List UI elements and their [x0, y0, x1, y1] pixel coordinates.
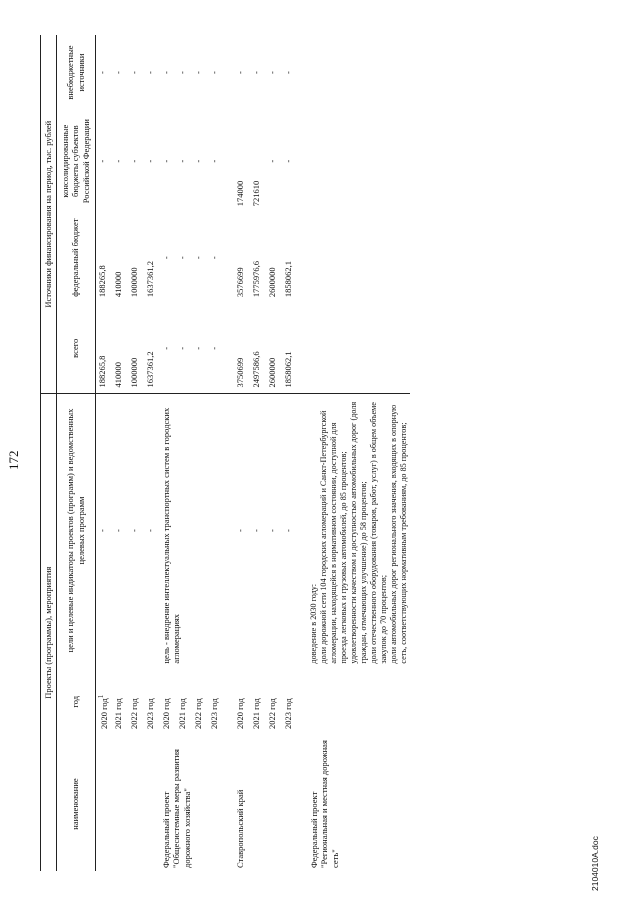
- goal-cell: -: [282, 394, 298, 667]
- federal-cell: -: [160, 256, 171, 260]
- total-cell: -: [192, 346, 203, 350]
- regional-cell: -: [144, 159, 155, 163]
- federal-cell: 1637361,2: [144, 260, 155, 298]
- year-cell: 2020 год: [160, 698, 171, 729]
- goal-cell: -: [112, 394, 128, 667]
- goal-cell: -: [234, 394, 250, 667]
- financing-table: [40, 35, 410, 871]
- extra-cell: -: [192, 71, 203, 74]
- regional-cell: -: [266, 159, 277, 163]
- extra-cell: -: [96, 71, 107, 74]
- federal-cell: 1858062,1: [282, 260, 293, 298]
- regional-cell: 174000: [234, 180, 245, 207]
- page-number: 172: [6, 450, 21, 470]
- footnote-mark: 1: [96, 694, 105, 699]
- extra-cell: -: [112, 71, 123, 74]
- project-name: Федеральный проект "Общесистемные меры развития дорожного хозяйства": [160, 749, 192, 868]
- federal-cell: 1000000: [128, 267, 139, 298]
- header-total: всего: [56, 303, 95, 394]
- goal-text: цель - внедрение интеллектуальных транспортных систем в городских агломерациях: [160, 394, 224, 667]
- federal-cell: 3576699: [234, 267, 245, 298]
- federal-cell: 410000: [112, 271, 123, 298]
- project-name: Федеральный проект "Региональная и местная дорожная сеть": [308, 740, 340, 868]
- total-cell: 1637361,2: [144, 351, 155, 388]
- total-cell: -: [160, 346, 171, 350]
- header-federal: федеральный бюджет: [56, 212, 95, 303]
- goal-cell: -: [250, 394, 266, 667]
- total-cell: 1858062,1: [282, 351, 293, 388]
- year-cell: 2021 год: [176, 698, 187, 729]
- document-id: 2104010А.doc: [590, 836, 600, 891]
- extra-cell: -: [250, 71, 261, 74]
- goal-cell: -: [266, 394, 282, 667]
- federal-cell: 1775976,6: [250, 260, 261, 298]
- regional-cell: -: [176, 159, 187, 163]
- year-cell: 2020 год: [234, 698, 245, 729]
- total-cell: -: [176, 346, 187, 350]
- goal-cell: -: [128, 394, 144, 667]
- regional-cell: -: [96, 159, 107, 163]
- goal-line: доли дорожной сети 104 городских агломераций и Санкт-Петербургской агломерации, находящейся в нормативном состоянии, доступной для проезда легковых и грузовых автомобилей, до 85 процентов;: [318, 410, 348, 664]
- extra-cell: -: [208, 71, 219, 74]
- header-projects-group: Проекты (программы), мероприятия: [41, 394, 57, 871]
- year-cell: 2023 год: [282, 698, 293, 729]
- extra-cell: -: [282, 71, 293, 74]
- year-cell: 2021 год: [250, 698, 261, 729]
- extra-cell: -: [266, 71, 277, 74]
- total-cell: 2497586,6: [250, 351, 261, 388]
- extra-cell: -: [176, 71, 187, 74]
- table-row: [160, 35, 176, 871]
- regional-cell: -: [112, 159, 123, 163]
- header-goals: цели и целевые индикаторы проектов (программ) и ведомственных целевых программ: [56, 394, 95, 667]
- header-regional: консолидированные бюджеты субъектов Российской Федерации: [56, 110, 95, 212]
- year-cell: 2023 год: [208, 698, 219, 729]
- regional-cell: -: [208, 159, 219, 163]
- extra-cell: -: [160, 71, 171, 74]
- total-cell: -: [208, 346, 219, 350]
- table-row: [308, 35, 410, 871]
- goal-line: доли автомобильных дорог регионального значения, входящих в опорную сеть, соответствующих нормативным требованиям, до 85 процентов;: [388, 404, 408, 664]
- federal-cell: -: [176, 256, 187, 260]
- total-cell: 410000: [112, 361, 123, 388]
- year-cell: 2022 год: [266, 698, 277, 729]
- total-cell: 188265,8: [96, 355, 107, 388]
- goal-cell: -: [95, 394, 112, 667]
- table-row: [234, 35, 250, 871]
- year-cell: 2022 год: [192, 698, 203, 729]
- header-name: наименование: [56, 737, 95, 871]
- region-name: Ставропольский край: [234, 789, 245, 868]
- total-cell: 1000000: [128, 357, 139, 388]
- regional-cell: 721610: [250, 180, 261, 207]
- year-cell: 2020 год: [98, 698, 109, 729]
- regional-cell: -: [282, 159, 293, 163]
- extra-cell: -: [234, 71, 245, 74]
- year-cell: 2021 год: [112, 698, 123, 729]
- header-year: год: [56, 667, 95, 737]
- table-row: [112, 35, 128, 871]
- header-extra: внебюджетные источники: [56, 35, 95, 110]
- goal-cell: -: [144, 394, 160, 667]
- extra-cell: -: [144, 71, 155, 74]
- goal-description: [308, 394, 410, 667]
- federal-cell: -: [208, 256, 219, 260]
- goal-line: доведение в 2030 году:: [308, 583, 318, 664]
- federal-cell: -: [192, 256, 203, 260]
- goal-line: доли отечественного оборудования (товаров, работ, услуг) в общем объеме закупок до 70 процентов;: [368, 402, 388, 664]
- federal-cell: 188265,8: [96, 265, 107, 298]
- table-row: [128, 35, 144, 871]
- goal-line: удовлетворенности качеством и доступностью автомобильных дорог (доля граждан, отмечающих улучшение) до 58 процентов;: [348, 401, 368, 664]
- total-cell: 2600000: [266, 357, 277, 388]
- federal-cell: 2600000: [266, 267, 277, 298]
- regional-cell: -: [192, 159, 203, 163]
- table-row: [144, 35, 160, 871]
- total-cell: 3750699: [234, 357, 245, 388]
- extra-cell: -: [128, 71, 139, 74]
- year-cell: 2022 год: [128, 698, 139, 729]
- regional-cell: -: [160, 159, 171, 163]
- regional-cell: -: [128, 159, 139, 163]
- table-row: [95, 35, 112, 871]
- year-cell: 2023 год: [144, 698, 155, 729]
- header-sources-group: Источники финансирования на период, тыс. рублей: [41, 35, 57, 394]
